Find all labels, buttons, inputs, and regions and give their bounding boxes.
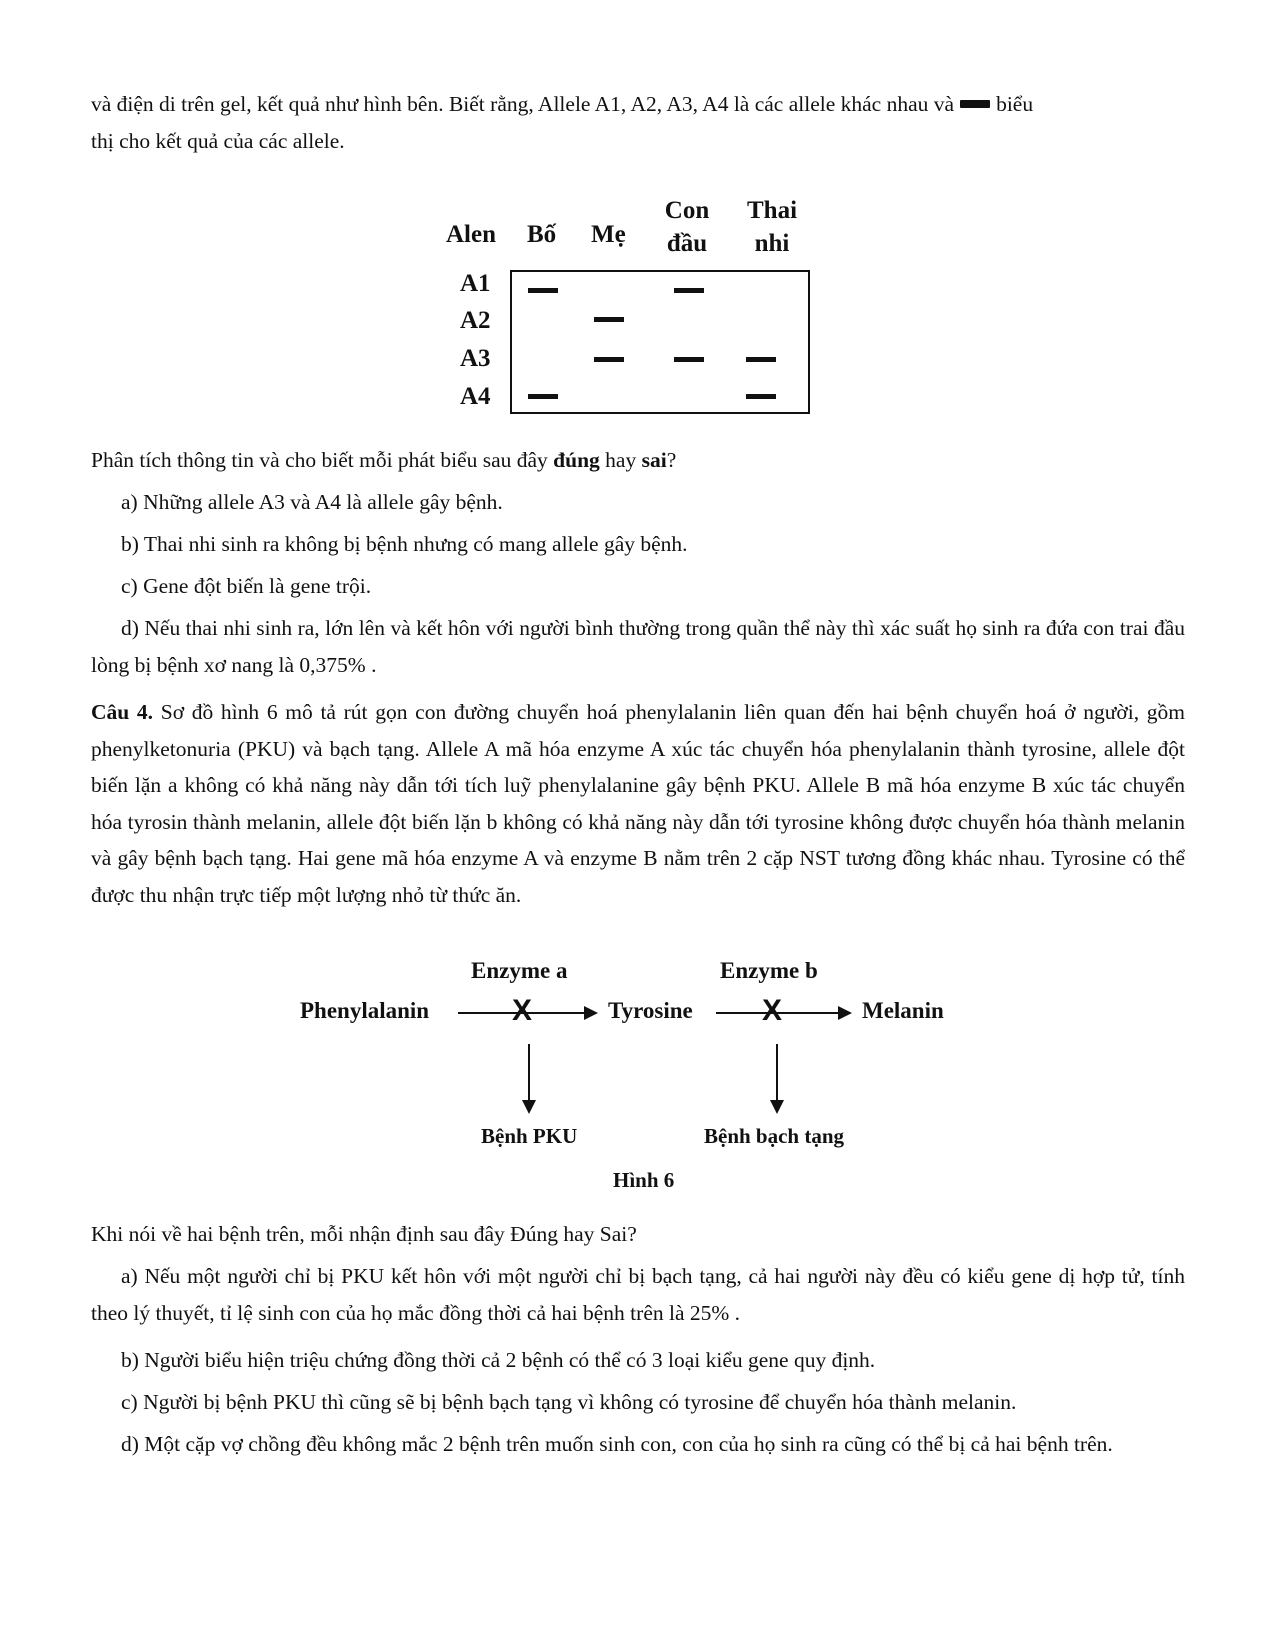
arrow-right-icon: [584, 1006, 598, 1020]
q4-text: Sơ đồ hình 6 mô tả rút gọn con đường chuyển hoá phenylalanin liên quan đến hai bệnh chuyển hoá ở người, gồm phenylketonuria (PKU) và bạch tạng. Allele A mã hóa enzyme A xúc tác chuyển hóa phenylalanin thành tyrosine, allele đột biến lặn a không có khả năng này dẫn tới tích luỹ phenylalanine gây bệnh PKU. Allele B mã hóa enzyme B xúc tác chuyển hóa tyrosin thành melanin, allele đột biến lặn b không có khả năng này dẫn tới tyrosine không được chuyển hóa thành melanin và gây bệnh bạch tạng. Hai gene mã hóa enzyme A và enzyme B nằm trên 2 cặp NST tương đồng khác nhau. Tyrosine có thể được thu nhận trực tiếp một lượng nhỏ từ thức ăn.: [91, 700, 1185, 907]
q3-statement-b: b) Thai nhi sinh ra không bị bệnh nhưng có mang allele gây bệnh.: [121, 532, 688, 556]
q3-prompt-mid: hay: [599, 448, 642, 472]
gel-header-thai-line1: Thai: [746, 197, 798, 224]
gel-header-thai-line2: nhi: [754, 230, 790, 257]
gel-row-label-a2: A2: [460, 307, 491, 334]
q3-statement-a: a) Những allele A3 và A4 là allele gây bệnh.: [121, 490, 503, 514]
band-bo-a1: [528, 288, 558, 293]
gel-header-con: [655, 194, 719, 260]
label-tyrosine: Tyrosine: [608, 998, 693, 1023]
q3-prompt-dung: đúng: [553, 448, 600, 472]
q4-prompt: Khi nói về hai bệnh trên, mỗi nhận định sau đây Đúng hay Sai?: [91, 1222, 637, 1246]
gel-header-con-line2: đầu: [666, 230, 708, 257]
band-bo-a4: [528, 394, 558, 399]
band-me-a2: [594, 317, 624, 322]
gel-row-label-a1: A1: [460, 270, 491, 297]
band-thai-a3: [746, 357, 776, 362]
gel-row-label-a4: A4: [460, 383, 491, 410]
q3-statement-c: c) Gene đột biến là gene trội.: [121, 574, 372, 598]
label-enzyme-a: Enzyme a: [471, 958, 568, 983]
gel-row-label-a3: A3: [460, 345, 491, 372]
q4-paragraph: [91, 694, 1185, 913]
gel-header-alen: Alen: [446, 221, 496, 248]
intro-line2: thị cho kết quả của các allele.: [91, 129, 345, 153]
band-con-a3: [674, 357, 704, 362]
q4-label: Câu 4.: [91, 700, 154, 724]
q4-statement-d: d) Một cặp vợ chồng đều không mắc 2 bệnh trên muốn sinh con, con của họ sinh ra cũng có thể bị cả hai bệnh trên.: [121, 1432, 1113, 1456]
q3-statement-d: d) Nếu thai nhi sinh ra, lớn lên và kết hôn với người bình thường trong quần thể này thì xác suất họ sinh ra đứa con trai đầu lòng bị bệnh xơ nang là 0,375% .: [91, 616, 1185, 677]
q3-prompt: [91, 442, 1185, 479]
gel-header-me: Mẹ: [591, 221, 626, 248]
band-con-a1: [674, 288, 704, 293]
q3-prompt-text: Phân tích thông tin và cho biết mỗi phát biểu sau đây: [91, 448, 554, 472]
arrow-down-pku-line: [528, 1044, 530, 1102]
gel-header-bo: Bố: [527, 221, 557, 248]
q4-statement-c: c) Người bị bệnh PKU thì cũng sẽ bị bệnh bạch tạng vì không có tyrosine để chuyển hóa thành melanin.: [121, 1390, 1017, 1414]
label-melanin: Melanin: [862, 998, 944, 1023]
cross-icon: X: [512, 994, 533, 1027]
arrow-down-icon: [522, 1100, 536, 1114]
arrow-down-albinism-line: [776, 1044, 778, 1102]
intro-paragraph: [91, 86, 1185, 160]
label-benh-bach-tang: Bệnh bạch tạng: [704, 1124, 845, 1148]
q3-prompt-sai: sai: [641, 448, 667, 472]
label-phenylalanin: Phenylalanin: [300, 998, 430, 1023]
q4-statement-a: a) Nếu một người chỉ bị PKU kết hôn với một người chỉ bị bạch tạng, cả hai người này đều có kiểu gene dị hợp tử, tính theo lý thuyết, tỉ lệ sinh con của họ mắc đồng thời cả hai bệnh trên là 25% .: [91, 1264, 1185, 1325]
gel-header-thai: [740, 194, 804, 260]
intro-line1-end: biểu: [996, 92, 1034, 116]
label-enzyme-b: Enzyme b: [720, 958, 818, 983]
arrow-right-icon: [838, 1006, 852, 1020]
cross-icon: X: [762, 994, 783, 1027]
gel-header-con-line1: Con: [664, 197, 710, 224]
band-thai-a4: [746, 394, 776, 399]
q3-prompt-end: ?: [666, 448, 677, 472]
band-me-a3: [594, 357, 624, 362]
q4-statement-b: b) Người biểu hiện triệu chứng đồng thời cả 2 bệnh có thể có 3 loại kiểu gene quy định.: [121, 1348, 876, 1372]
figure-caption: Hình 6: [613, 1168, 675, 1192]
intro-line1: và điện di trên gel, kết quả như hình bên. Biết rằng, Allele A1, A2, A3, A4 là các allele khác nhau và: [91, 92, 955, 116]
label-benh-pku: Bệnh PKU: [481, 1124, 578, 1148]
arrow-down-icon: [770, 1100, 784, 1114]
band-legend-icon: [960, 100, 990, 108]
